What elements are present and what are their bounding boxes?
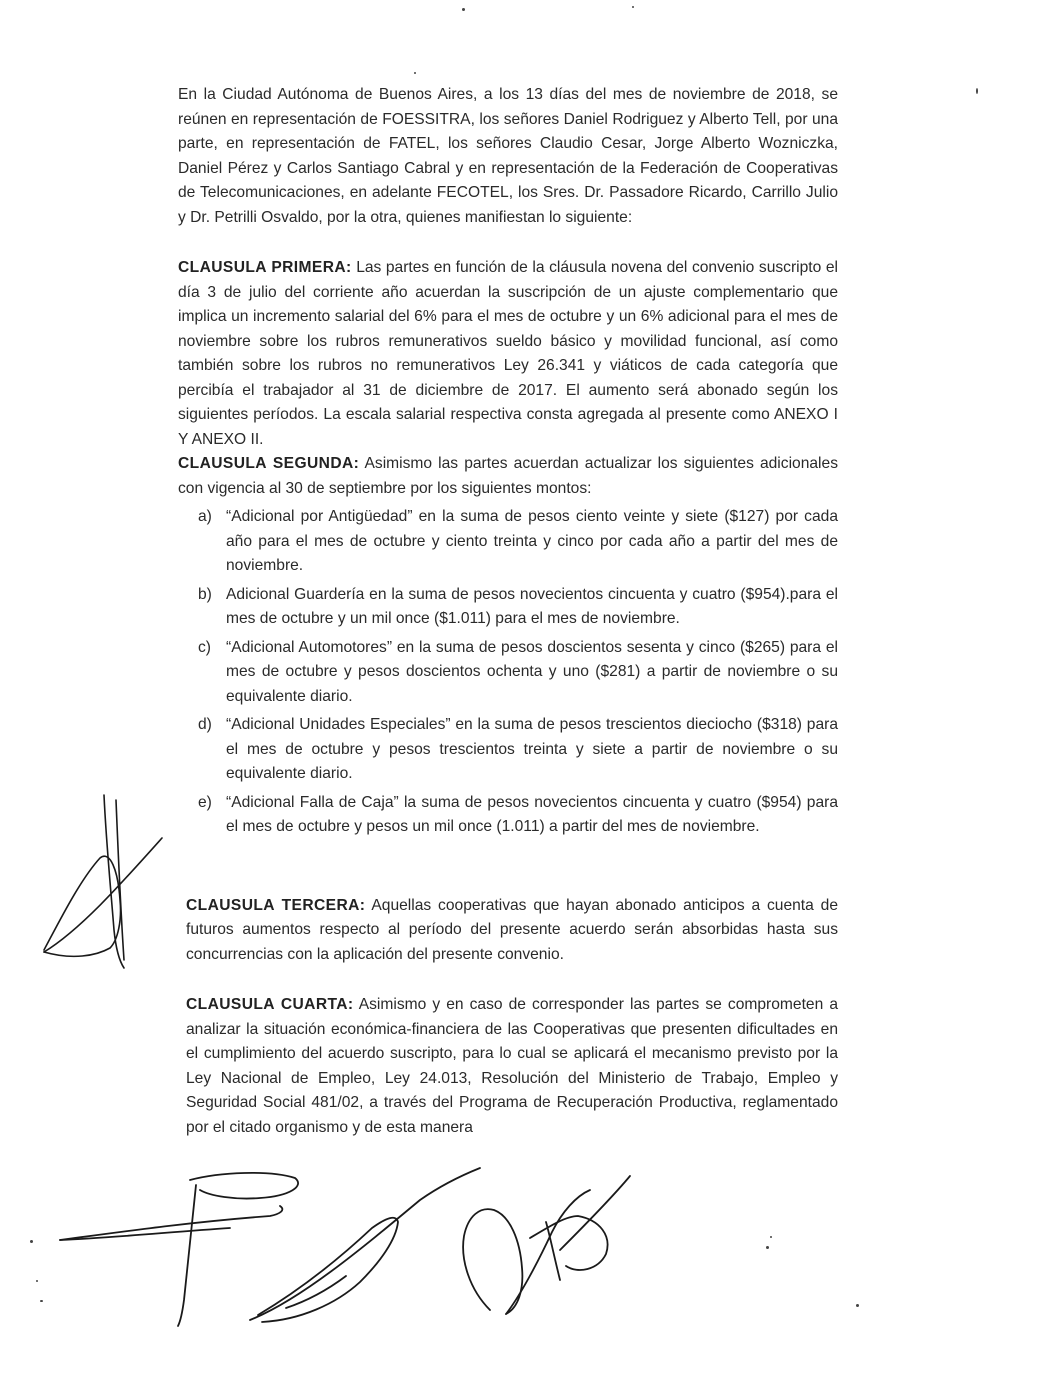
bottom-signatures — [60, 1168, 630, 1326]
clause-cuarta-text: Asimismo y en caso de corresponder las partes se comprometen a analizar la situación económica-financiera de las Cooperativas que presenten dificultades en el cumplimiento del acuerdo suscripto, para lo cual se aplicará el mecanismo previsto por la Ley Nacional de Empleo, Ley 24.013, Resolución del Ministerio de Trabajo, Empleo y Seguridad Social 481/02, a través del Programa de Recuperación Productiva, reglamentado por el citado organismo y de esta manera — [186, 996, 838, 1136]
clause-tercera-text: Aquellas cooperativas que hayan abonado anticipos a cuenta de futuros aumentos respecto al período del presente acuerdo serán absorbidas hasta sus concurrencias con la aplicación del presente convenio. — [186, 896, 838, 963]
scan-speck — [770, 1236, 772, 1238]
clause-cuarta — [186, 993, 838, 1140]
list-item-marker: c) — [198, 638, 211, 656]
list-item — [178, 505, 838, 579]
list-item-marker: e) — [198, 793, 212, 811]
scan-speck — [632, 6, 634, 8]
list-item — [178, 791, 838, 840]
clause-primera — [178, 256, 838, 452]
scan-speck — [30, 1240, 33, 1243]
list-item-marker: d) — [198, 716, 212, 733]
clause-tercera — [186, 894, 838, 968]
list-item-text: “Adicional Falla de Caja” la suma de pesos novecientos cincuenta y cuatro ($954) para el mes de octubre y pesos un mil once (1.011) a partir del mes de noviembre. — [226, 793, 838, 835]
scan-speck — [462, 8, 465, 11]
list-item-text: Adicional Guardería en la suma de pesos novecientos cincuenta y cuatro ($954).para el mes de octubre y un mil once ($1.011) para el mes de noviembre. — [226, 585, 838, 627]
list-item — [178, 583, 838, 632]
clause-primera-text: Las partes en función de la cláusula novena del convenio suscripto el día 3 de julio del corriente año acuerdan la suscripción de un ajuste complementario que implica un incremento salarial del 6% para el mes de octubre y un 6% adicional para el mes de noviembre sobre los rubros remunerativos sueldo básico y movilidad funcional, así como también sobre los rubros no remunerativos Ley 26.341 y viáticos de cada categoría que percibía el trabajador al 31 de diciembre de 2017. El aumento será abonado según los siguientes períodos. La escala salarial respectiva consta agregada al presente como ANEXO I Y ANEXO II. — [178, 259, 838, 448]
clause-primera-title: CLAUSULA PRIMERA: — [178, 259, 352, 276]
list-item-marker: b) — [198, 585, 212, 603]
clause-cuarta-title: CLAUSULA CUARTA: — [186, 996, 354, 1013]
scan-speck — [36, 1280, 38, 1282]
clause-segunda-items — [178, 505, 838, 840]
list-item — [178, 636, 838, 710]
clause-tercera-title: CLAUSULA TERCERA: — [186, 896, 366, 914]
list-item-marker: a) — [198, 508, 212, 525]
list-item-text: “Adicional Unidades Especiales” en la suma de pesos trescientos dieciocho ($318) para el mes de octubre y pesos trescientos treinta y siete a partir de noviembre o su equivalente diario. — [226, 716, 838, 782]
clause-segunda — [178, 452, 838, 501]
scan-speck — [976, 88, 978, 94]
intro-paragraph: En la Ciudad Autónoma de Buenos Aires, a los 13 días del mes de noviembre de 2018, se reúnen en representación de FOESSITRA, los señores Daniel Rodriguez y Alberto Tell, por una parte, en representación de FATEL, los señores Claudio Cesar, Jorge Alberto Wozniczka, Daniel Pérez y Carlos Santiago Cabral y en representación de la Federación de Cooperativas de Telecomunicaciones, en adelante FECOTEL, los Sres. Dr. Passadore Ricardo, Carrillo Julio y Dr. Petrilli Osvaldo, por la otra, quienes manifiestan lo siguiente: — [178, 86, 838, 226]
scan-speck — [40, 1300, 43, 1302]
scan-speck — [414, 72, 416, 74]
scan-speck — [856, 1304, 859, 1307]
scan-speck — [766, 1246, 769, 1249]
clause-segunda-title: CLAUSULA SEGUNDA: — [178, 455, 360, 472]
list-item — [178, 713, 838, 787]
left-margin-signature — [44, 795, 162, 968]
clause-segunda-text: Asimismo las partes acuerdan actualizar los siguientes adicionales con vigencia al 30 de septiembre por los siguientes montos: — [178, 455, 838, 497]
list-item-text: “Adicional Automotores” en la suma de pesos doscientos sesenta y cinco ($265) para el mes de octubre y pesos doscientos ochenta y uno ($281) a partir de noviembre o su equivalente diario. — [226, 638, 838, 705]
document-body — [178, 83, 838, 1140]
list-item-text: “Adicional por Antigüedad” en la suma de pesos ciento veinte y siete ($127) por cada año para el mes de octubre y ciento treinta y cinco por cada año a partir del mes de noviembre. — [226, 508, 838, 574]
